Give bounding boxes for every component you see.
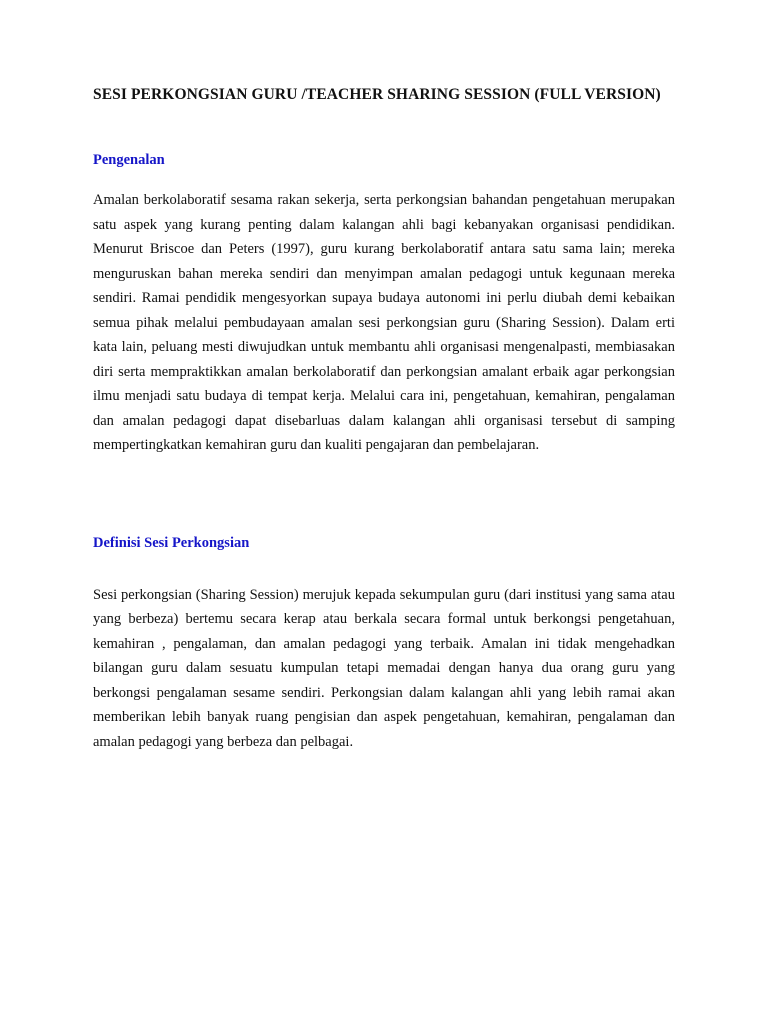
section-heading-definisi: Definisi Sesi Perkongsian [93, 534, 250, 551]
section-heading-pengenalan: Pengenalan [93, 152, 165, 168]
paragraph-definisi: Sesi perkongsian (Sharing Session) merujuk kepada sekumpulan guru (dari institusi yang sama atau yang berbeza) bertemu secara kerap atau berkala secara formal untuk berkongsi pengetahuan, kemahiran , pengalaman, dan amalan pedagogi yang terbaik. Amalan ini tidak mengehadkan bilangan guru dalam sesuatu kumpulan tetapi memadai dengan hanya dua orang guru yang berkongsi pengalaman sesame sendiri. Perkongsian dalam kalangan ahli yang lebih ramai akan memberikan lebih banyak ruang pengisian dan aspek pengetahuan, kemahiran, pengalaman dan amalan pedagogi yang berbeza dan pelbagai. [93, 586, 675, 750]
paragraph-pengenalan: Amalan berkolaboratif sesama rakan sekerja, serta perkongsian bahandan pengetahuan merupakan satu aspek yang kurang penting dalam kalangan ahli bagi kebanyakan organisasi pendidikan. Menurut Briscoe dan Peters (1997), guru kurang berkolaboratif antara satu sama lain; mereka menguruskan bahan mereka sendiri dan menyimpan amalan pedagogi untuk kegunaan mereka sendiri. Ramai pendidik mengesyorkan supaya budaya autonomi ini perlu diubah demi kebaikan semua pihak melalui pembudayaan amalan sesi perkongsian guru (Sharing Session). Dalam erti kata lain, peluang mesti diwujudkan untuk membantu ahli organisasi mengenalpasti, membiasakan diri serta mempraktikkan amalan berkolaboratif dan perkongsian amalant erbaik agar perkongsian ilmu menjadi satu budaya di tempat kerja. Melalui cara ini, pengetahuan, kemahiran, pengalaman dan amalan pedagogi dapat disebarluas dalam kalangan ahli organisasi tersebut di samping mempertingkatkan kemahiran guru dan kualiti pengajaran dan pembelajaran. [93, 192, 675, 453]
document-title: SESI PERKONGSIAN GURU /TEACHER SHARING SESSION (FULL VERSION) [93, 86, 661, 103]
